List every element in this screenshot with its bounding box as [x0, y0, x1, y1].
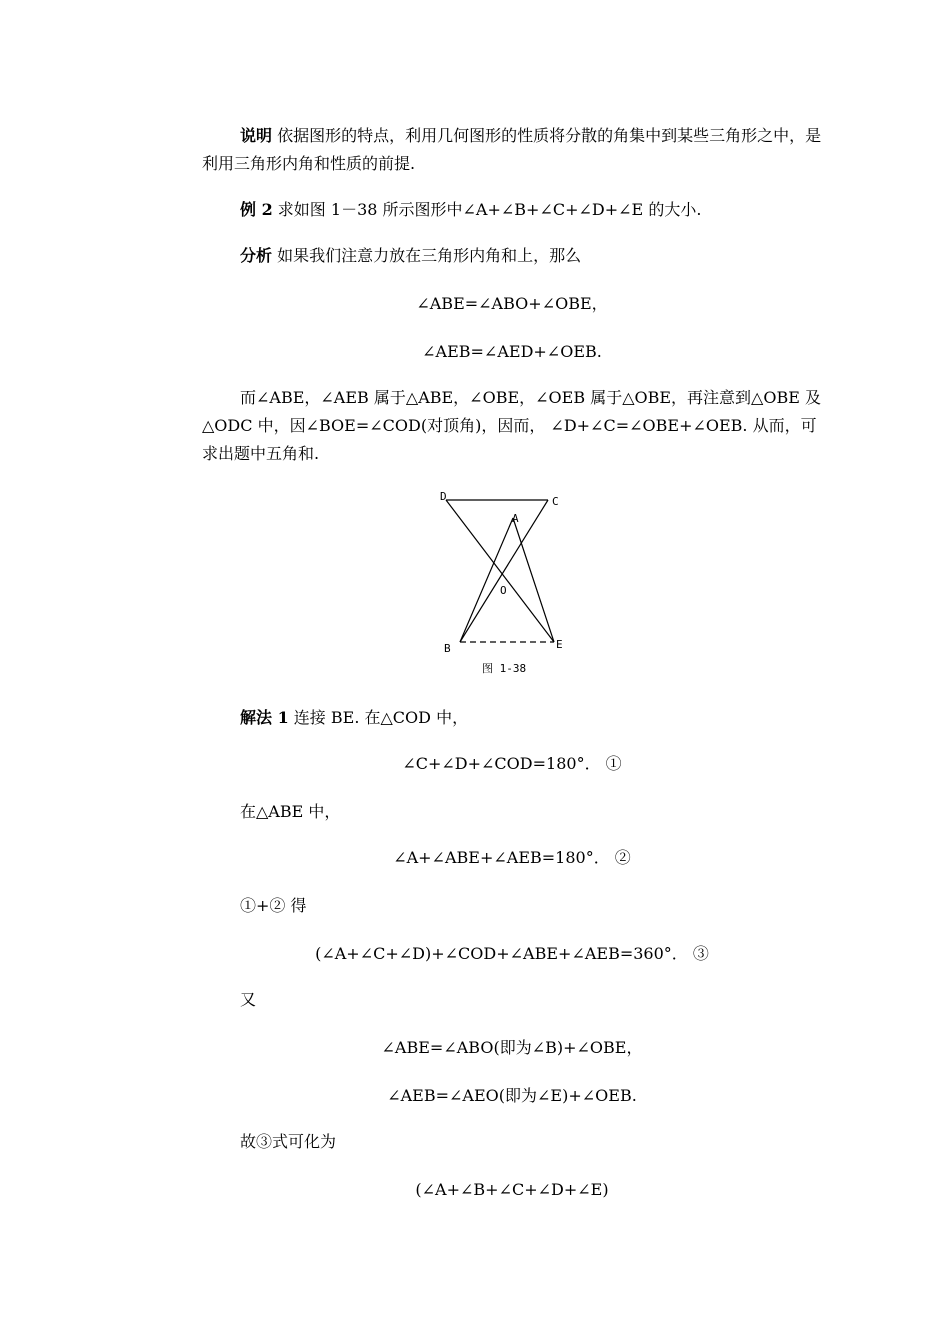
geometry-diagram: [430, 484, 580, 680]
analysis-text: 如果我们注意力放在三角形内角和上，那么: [272, 246, 582, 265]
solution-1-paragraph: [202, 704, 822, 732]
equation-3: (∠A+∠C+∠D)+∠COD+∠ABE+∠AEB=360°． ③: [315, 944, 709, 963]
explanation-label: 说明: [240, 126, 273, 145]
segment-ba: [460, 518, 513, 642]
label-c: C: [552, 495, 559, 508]
figure-caption: 图 1-38: [482, 662, 527, 675]
text-also: 又: [240, 990, 257, 1009]
example-2-text: 求如图 1－38 所示图形中∠A+∠B+∠C+∠D+∠E 的大小.: [272, 200, 702, 219]
equation-aeb: ∠AEB=∠AED+∠OEB.: [422, 342, 602, 361]
analysis-paragraph: [202, 242, 822, 270]
explanation-paragraph: [202, 122, 822, 178]
label-b: B: [444, 642, 451, 655]
label-o: O: [500, 584, 507, 597]
explanation-text: 依据图形的特点，利用几何图形的性质将分散的角集中到某些三角形之中，是利用三角形内角和性质的前提.: [202, 126, 822, 173]
analysis-continuation-paragraph: 而∠ABE，∠AEB 属于△ABE，∠OBE，∠OEB 属于△OBE，再注意到△OBE 及△ODC 中，因∠BOE=∠COD(对顶角)，因而， ∠D+∠C=∠OBE+∠OEB. 从而，可求出题中五角和.: [202, 388, 821, 463]
equation-abe: ∠ABE=∠ABO+∠OBE，: [416, 294, 608, 313]
equation-1: ∠C+∠D+∠COD=180°． ①: [402, 754, 622, 773]
label-d: D: [440, 490, 447, 503]
text-in-triangle-abe: 在△ABE 中，: [240, 802, 341, 821]
equation-5: ∠AEB=∠AEO(即为∠E)+∠OEB.: [387, 1086, 637, 1105]
segment-de: [446, 500, 554, 642]
example-2-paragraph: [202, 196, 822, 224]
solution-1-text: 连接 BE. 在△COD 中，: [288, 708, 469, 727]
figure-1-38: [430, 484, 580, 680]
example-2-label: 例 2: [240, 200, 273, 219]
label-a: A: [512, 512, 519, 525]
equation-6: (∠A+∠B+∠C+∠D+∠E): [415, 1180, 609, 1199]
label-e: E: [556, 638, 563, 651]
text-sum-1-2: ①+② 得: [240, 896, 307, 915]
segment-cb: [460, 500, 548, 642]
analysis-label: 分析: [240, 246, 273, 265]
solution-1-label: 解法 1: [240, 708, 289, 727]
text-therefore: 故③式可化为: [240, 1132, 337, 1151]
segment-ae: [513, 518, 554, 642]
equation-4: ∠ABE=∠ABO(即为∠B)+∠OBE，: [381, 1038, 643, 1057]
equation-2: ∠A+∠ABE+∠AEB=180°． ②: [393, 848, 631, 867]
